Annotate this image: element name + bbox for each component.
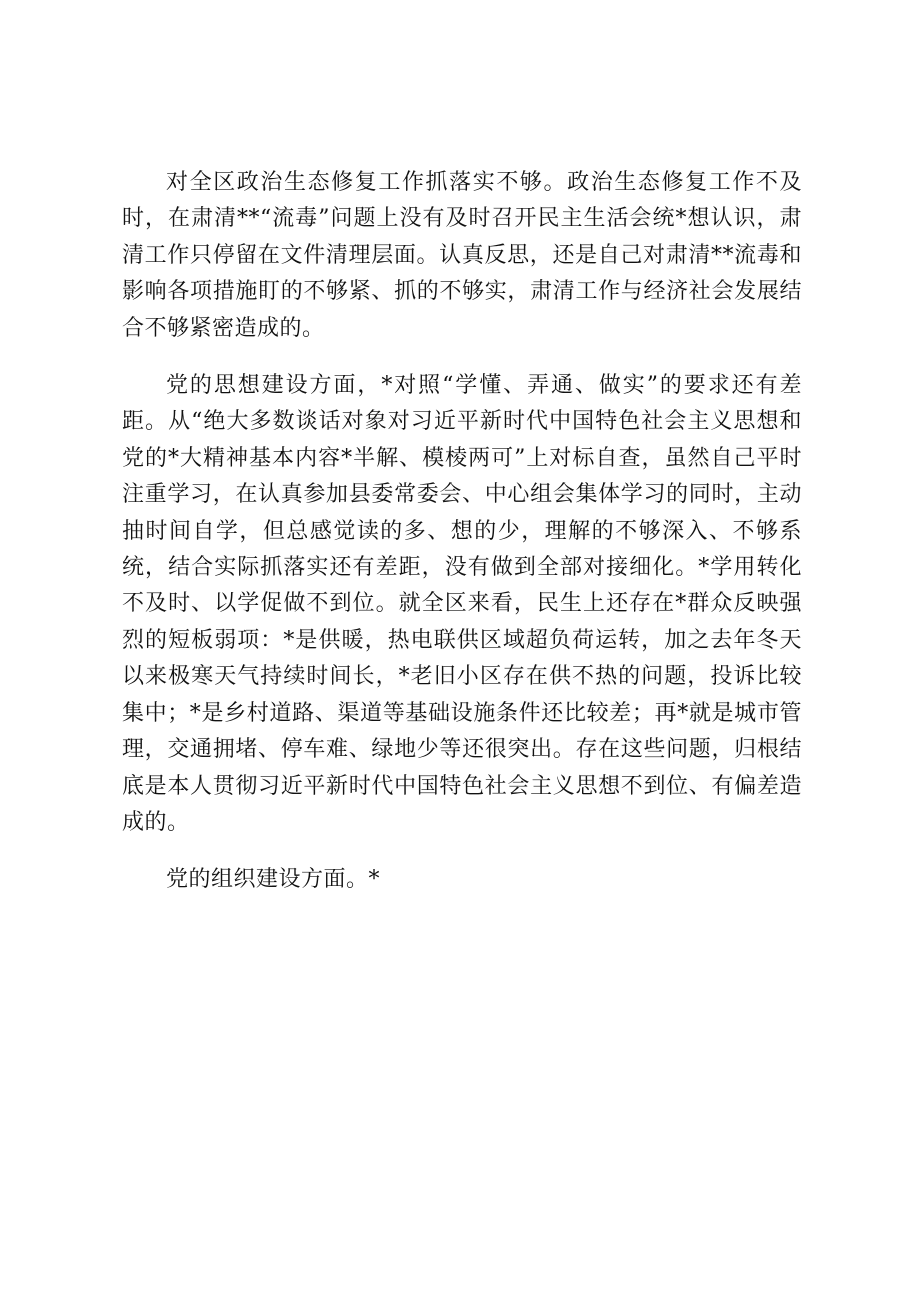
paragraph-organizational-building: 党的组织建设方面。* — [166, 867, 381, 893]
document-body — [122, 165, 802, 920]
paragraph-ideological-building: 党的思想建设方面，*对照“学懂、弄通、做实”的要求还有差距。从“绝大多数谈话对象对习近平新时代中国特色社会主义思想和党的*大精神基本内容*半解、模棱两可”上对标自查，虽然自己平时注重学习，在认真参加县委常委会、中心组会集体学习的同时，主动抽时间自学，但总感觉读的多、想的少，理解的不够深入、不够系统，结合实际抓落实还有差距，没有做到全部对接细化。*学用转化不及时、以学促做不到位。就全区来看，民生上还存在*群众反映强烈的短板弱项：*是供暖，热电联供区域超负荷运转，加之去年冬天以来极寒天气持续时间长，*老旧小区存在供不热的问题，投诉比较集中；*是乡村道路、渠道等基础设施条件还比较差；再*就是城市管理，交通拥堵、停车难、绿地少等还很突出。存在这些问题，归根结底是本人贯彻习近平新时代中国特色社会主义思想不到位、有偏差造成的。 — [122, 373, 802, 835]
paragraph-political-ecology: 对全区政治生态修复工作抓落实不够。政治生态修复工作不及时，在肃清**“流毒”问题上没有及时召开民主生活会统*想认识，肃清工作只停留在文件清理层面。认真反思，还是自己对肃清**流毒和影响各项措施盯的不够紧、抓的不够实，肃清工作与经济社会发展结合不够紧密造成的。 — [122, 170, 802, 341]
